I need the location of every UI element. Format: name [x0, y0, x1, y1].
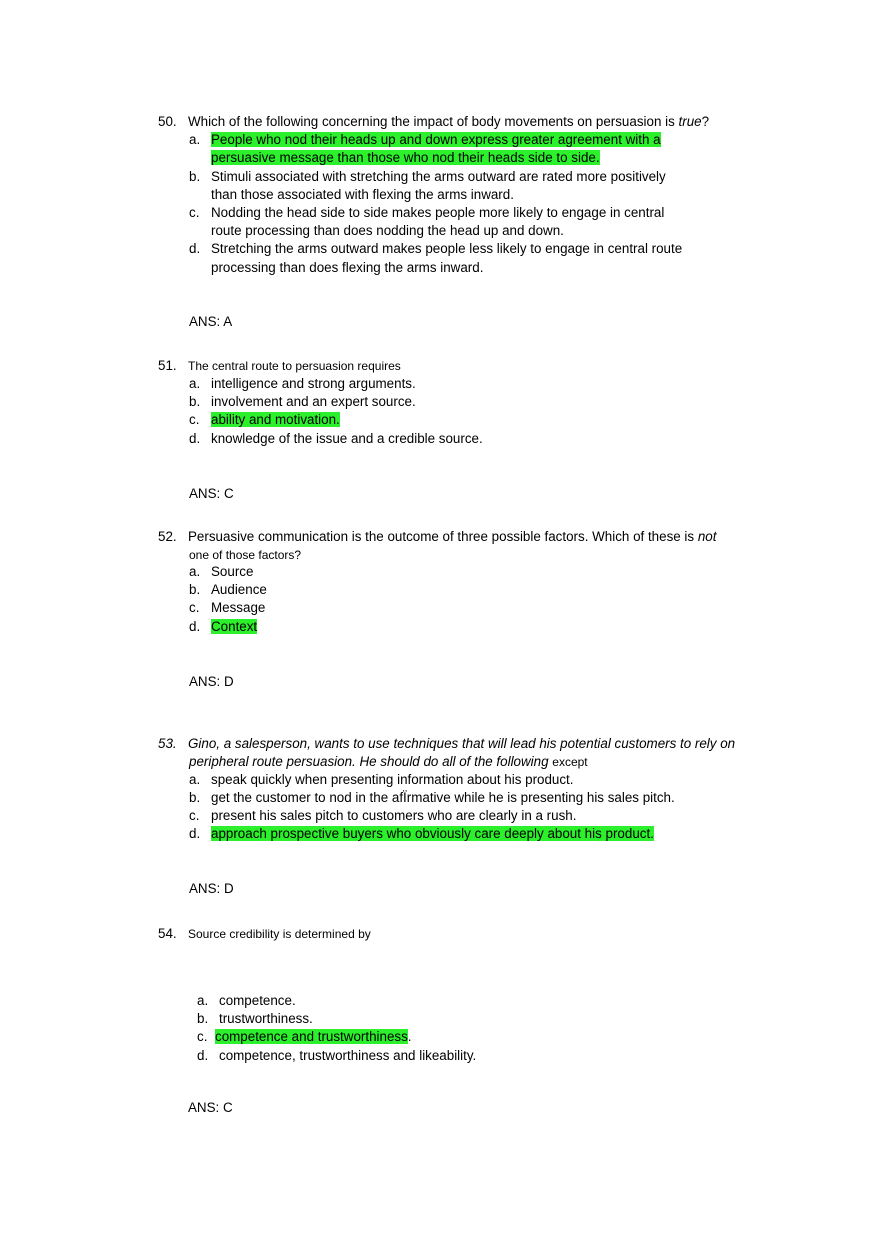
option-letter: d.	[197, 1048, 209, 1063]
option-a-text: intelligence and strong arguments.	[211, 376, 416, 391]
option-b-text: involvement and an expert source.	[211, 394, 416, 409]
option-letter: b.	[197, 1011, 209, 1026]
option-letter: b.	[189, 582, 201, 597]
option-letter: c.	[189, 600, 200, 615]
question-stem-line2: one of those factors?	[189, 548, 302, 562]
option-letter: b.	[189, 169, 201, 184]
option-letter: d.	[189, 431, 201, 446]
question-number: 53.	[158, 736, 177, 751]
option-c-text: Nodding the head side to side makes people more likely to engage in central	[211, 205, 665, 220]
question-stem: Source credibility is determined by	[188, 927, 371, 941]
option-letter: c.	[189, 412, 200, 427]
option-letter: b.	[189, 394, 201, 409]
option-letter: a.	[189, 772, 201, 787]
option-letter: d.	[189, 619, 201, 634]
question-stem: Which of the following concerning the impact of body movements on persuasion is true?	[188, 114, 710, 129]
option-letter: c.	[189, 205, 200, 220]
option-letter: c.	[197, 1029, 208, 1044]
option-c-text: Message	[211, 600, 266, 615]
option-b-text: get the customer to nod in the afÏrmative while he is presenting his sales pitch.	[211, 790, 675, 805]
question-number: 52.	[158, 529, 177, 544]
option-d-text: Stretching the arms outward makes people less likely to engage in central route	[211, 241, 683, 256]
option-a-text: competence.	[219, 993, 296, 1008]
question-number: 54.	[158, 926, 177, 941]
option-a-text: People who nod their heads up and down express greater agreement with a	[211, 132, 661, 147]
option-letter: c.	[189, 808, 200, 823]
question-stem-line2: peripheral route persuasion. He should do all of the following except	[189, 754, 588, 769]
option-b-text: Audience	[211, 582, 267, 597]
option-a-text-line2: persuasive message than those who nod their heads side to side.	[211, 150, 600, 165]
answer-label: ANS: D	[189, 881, 234, 896]
answer-label: ANS: C	[189, 486, 234, 501]
option-a-text: Source	[211, 564, 254, 579]
option-letter: a.	[197, 993, 209, 1008]
option-letter: d.	[189, 826, 201, 841]
question-stem: Persuasive communication is the outcome of three possible factors. Which of these is not	[188, 529, 717, 544]
option-b-text: Stimuli associated with stretching the arms outward are rated more positively	[211, 169, 666, 184]
option-d-text: approach prospective buyers who obviously care deeply about his product.	[211, 826, 654, 841]
option-d-text: knowledge of the issue and a credible source.	[211, 431, 483, 446]
question-stem: The central route to persuasion requires	[188, 359, 401, 373]
question-number: 51.	[158, 358, 177, 373]
option-d-text: competence, trustworthiness and likeability.	[219, 1048, 477, 1063]
option-letter: d.	[189, 241, 201, 256]
option-c-text: present his sales pitch to customers who are clearly in a rush.	[211, 808, 577, 823]
option-letter: a.	[189, 376, 201, 391]
question-stem: Gino, a salesperson, wants to use techniques that will lead his potential customers to rely on	[188, 736, 736, 751]
answer-label: ANS: D	[189, 674, 234, 689]
option-a-text: speak quickly when presenting information about his product.	[211, 772, 574, 787]
option-b-text-line2: than those associated with flexing the arms inward.	[211, 187, 514, 202]
answer-label: ANS: A	[189, 314, 233, 329]
option-d-text: Context	[211, 619, 258, 634]
option-letter: a.	[189, 564, 201, 579]
option-c-text-line2: route processing than does nodding the head up and down.	[211, 223, 564, 238]
option-letter: b.	[189, 790, 201, 805]
option-b-text: trustworthiness.	[219, 1011, 313, 1026]
option-c-text: ability and motivation.	[211, 412, 340, 427]
option-letter: a.	[189, 132, 201, 147]
answer-label: ANS: C	[188, 1100, 233, 1115]
question-number: 50.	[158, 114, 177, 129]
option-d-text-line2: processing than does flexing the arms inward.	[211, 260, 484, 275]
option-c-text: competence and trustworthiness.	[215, 1029, 412, 1044]
